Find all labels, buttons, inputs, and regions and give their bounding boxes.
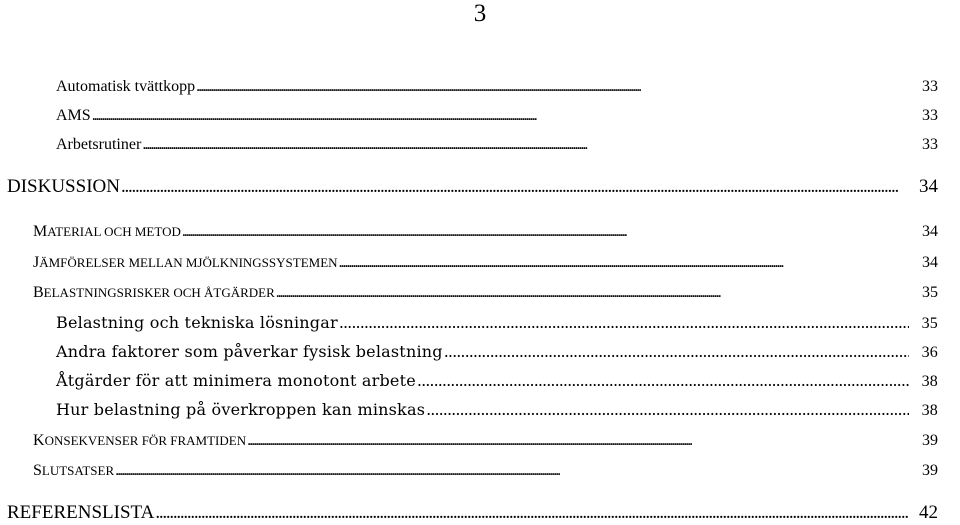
toc-entry-title-rest: LUTSATSER: [41, 463, 115, 478]
toc-entry-title-first: B: [33, 284, 44, 301]
toc-entry-page: 36: [921, 344, 938, 361]
toc-entry-page: 39: [922, 462, 938, 479]
toc-entry-konsekvenser[interactable]: [33, 432, 938, 450]
toc-entry-title-first: J: [33, 254, 40, 271]
toc-entry-page: 42: [919, 502, 938, 523]
toc-entry-page: 33: [922, 136, 938, 153]
toc-entry-title-first: S: [33, 462, 42, 479]
toc-entry-jamforelser[interactable]: [33, 254, 938, 272]
toc-entry-automatisk-tvattkopp[interactable]: [56, 78, 938, 96]
page-number: 3: [473, 0, 487, 27]
toc-entry-title: Belastning och tekniska lösningar: [56, 313, 338, 332]
toc-entry-title: Automatisk tvättkopp: [56, 78, 196, 95]
toc-entry-title-rest: ONSEKVENSER FÖR FRAMTIDEN: [44, 433, 247, 448]
toc-leader-dots: [92, 107, 909, 125]
toc-leader-dots: [417, 371, 909, 390]
toc-leader-dots: [426, 400, 909, 419]
toc-entry-arbetsrutiner[interactable]: [56, 136, 938, 154]
toc-entry-title-first: K: [33, 432, 45, 449]
toc-leader-dots: [182, 223, 909, 241]
toc-leader-dots: [121, 176, 909, 198]
toc-entry-title: DISKUSSION: [7, 176, 120, 197]
toc-entry-title: [33, 223, 181, 241]
toc-entry-title-rest: ATERIAL OCH METOD: [47, 224, 181, 239]
toc-entry-ams[interactable]: [56, 107, 938, 125]
toc-leader-dots: [247, 432, 909, 450]
toc-entry-page: 35: [922, 284, 938, 301]
toc-entry-page: 38: [921, 402, 938, 419]
toc-entry-page: 33: [922, 78, 938, 95]
toc-entry-page: 39: [922, 432, 938, 449]
toc-entry-title: Hur belastning på överkroppen kan minskas: [56, 400, 426, 419]
toc-leader-dots: [196, 78, 909, 96]
toc-leader-dots: [155, 502, 909, 524]
toc-leader-dots: [339, 254, 909, 272]
toc-entry-belastningsrisker[interactable]: [33, 284, 938, 302]
toc-entry-title: Åtgärder för att minimera monotont arbete: [56, 371, 416, 390]
toc-entry-title: [33, 462, 114, 480]
toc-entry-title-rest: ÄMFÖRELSER MELLAN MJÖLKNINGSSYSTEMEN: [39, 255, 338, 270]
toc-entry-title-rest: ELASTNINGSRISKER OCH ÅTGÄRDER: [43, 285, 275, 300]
toc-entry-title: [33, 254, 338, 272]
toc-leader-dots: [276, 284, 909, 302]
toc-leader-dots: [444, 342, 909, 361]
toc-entry-page: 34: [922, 223, 938, 240]
toc-entry-hur-belastning[interactable]: [56, 400, 938, 420]
toc-entry-title: REFERENSLISTA: [7, 502, 155, 523]
toc-leader-dots: [115, 462, 909, 480]
toc-entry-page: 34: [919, 176, 938, 197]
toc-entry-title: Andra faktorer som påverkar fysisk belastning: [56, 342, 443, 361]
toc-entry-title: [33, 432, 246, 450]
toc-entry-page: 33: [922, 107, 938, 124]
toc-entry-page: 35: [921, 315, 938, 332]
toc-entry-page: 34: [922, 254, 938, 271]
toc-entry-belastning-tekniska[interactable]: [56, 313, 938, 333]
toc-entry-diskussion[interactable]: [7, 176, 938, 198]
toc-entry-referenslista[interactable]: [7, 502, 938, 524]
toc-entry-title-first: M: [33, 223, 48, 240]
toc-entry-material-och-metod[interactable]: [33, 223, 938, 241]
toc-entry-title: [33, 284, 275, 302]
toc-leader-dots: [339, 313, 909, 332]
toc-entry-slutsatser[interactable]: [33, 462, 938, 480]
toc-entry-title: Arbetsrutiner: [56, 136, 142, 153]
toc-entry-andra-faktorer[interactable]: [56, 342, 938, 362]
toc-leader-dots: [142, 136, 909, 154]
toc-entry-atgarder-monotont[interactable]: [56, 371, 938, 391]
toc-entry-title: AMS: [56, 107, 91, 124]
toc-entry-page: 38: [921, 373, 938, 390]
